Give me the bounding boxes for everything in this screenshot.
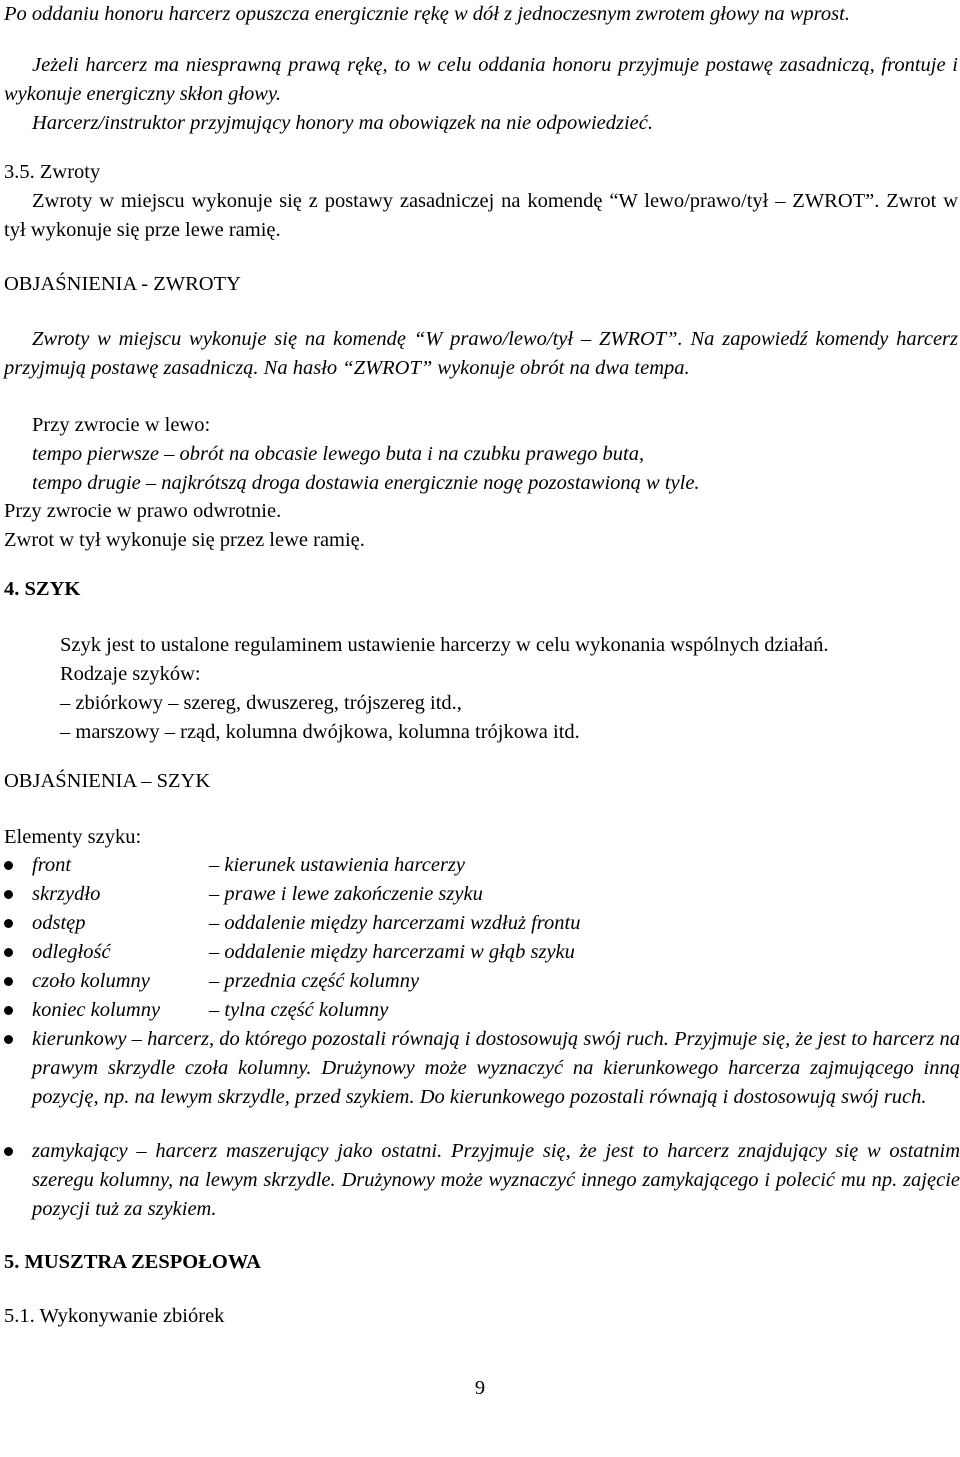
paragraph-honor-response: Harcerz/instruktor przyjmujący honory ma obowiązek na nie odpowiedzieć. <box>32 112 653 134</box>
element-description: – tylna część kolumny <box>209 999 389 1021</box>
list-item <box>4 909 958 938</box>
explanations-heading-formation: OBJAŚNIENIA – SZYK <box>4 770 211 792</box>
element-description: – prawe i lewe zakończenie szyku <box>209 883 483 905</box>
formation-type-march: – marszowy – rząd, kolumna dwójkowa, kolumna trójkowa itd. <box>60 721 580 743</box>
list-item <box>4 851 958 880</box>
element-term: czoło kolumny <box>32 970 150 992</box>
left-turn-tempo-1: tempo pierwsze – obrót na obcasie lewego buta i na czubku prawego buta, <box>32 443 645 465</box>
element-term: odstęp <box>32 912 86 934</box>
formation-definition: Szyk jest to ustalone regulaminem ustawienie harcerzy w celu wykonania wspólnych działań. <box>60 634 829 656</box>
list-item <box>4 1137 958 1224</box>
bullet-icon <box>4 948 13 957</box>
back-turn-note: Zwrot w tył wykonuje się przez lewe ramię. <box>4 529 365 551</box>
paragraph-honor-injured-hand: Jeżeli harcerz ma niesprawną prawą rękę, to w celu oddania honoru przyjmuje postawę zasadniczą, frontuje i wykonuje energiczny skłon głowy. <box>4 54 958 105</box>
element-term: front <box>32 854 72 876</box>
list-item <box>4 967 958 996</box>
element-description: – oddalenie między harcerzami wzdłuż frontu <box>209 912 581 934</box>
explanations-turns-text: Zwroty w miejscu wykonuje się na komendę “W prawo/lewo/tył – ZWROT”. Na zapowiedź komendy harcerz przyjmują postawę zasadniczą. Na hasło “ZWROT” wykonuje obrót na dwa tempa. <box>4 328 958 379</box>
formation-type-assembly: – zbiórkowy – szereg, dwuszereg, trójszereg itd., <box>60 692 462 714</box>
element-term: odległość <box>32 941 111 963</box>
bullet-icon <box>4 1147 13 1156</box>
list-item <box>4 880 958 909</box>
bullet-icon <box>4 977 13 986</box>
bullet-icon <box>4 919 13 928</box>
formation-types-heading: Rodzaje szyków: <box>60 663 201 685</box>
paragraph-honor-release: Po oddaniu honoru harcerz opuszcza energicznie rękę w dół z jednoczesnym zwrotem głowy na wprost. <box>4 3 850 25</box>
page-number: 9 <box>474 1377 486 1399</box>
element-description: – oddalenie między harcerzami w głąb szyku <box>209 941 575 963</box>
right-turn-note: Przy zwrocie w prawo odwrotnie. <box>4 500 282 522</box>
section-heading-5: 5. MUSZTRA ZESPOŁOWA <box>4 1251 261 1273</box>
section-3-5-text: Zwroty w miejscu wykonuje się z postawy zasadniczej na komendę “W lewo/prawo/tył – ZWROT”. Zwrot w tył wykonuje się prze lewe ramię. <box>4 190 958 241</box>
element-kierunkowy-text: kierunkowy – harcerz, do którego pozostali równają i dostosowują swój ruch. Przyjmuje się, że jest to harcerz na prawym skrzydle czoła kolumny. Drużynowy może wyznaczyć na kierunkowego harcerza zajmującego inną pozycję, np. na lewym skrzydle, przed szykiem. Do kierunkowego pozostali równają i dostosowują swój ruch. <box>32 1028 960 1108</box>
list-item <box>4 1025 958 1141</box>
left-turn-heading: Przy zwrocie w lewo: <box>32 414 211 436</box>
element-zamykajacy-text: zamykający – harcerz maszerujący jako ostatni. Przyjmuje się, że jest to harcerz znajdujący się w ostatnim szeregu kolumny, na lewym skrzydle. Drużynowy może wyznaczyć innego zamykającego i polecić mu np. zajęcie pozycji tuż za szykiem. <box>32 1140 960 1220</box>
explanations-heading-turns: OBJAŚNIENIA - ZWROTY <box>4 273 241 295</box>
element-term: koniec kolumny <box>32 999 161 1021</box>
bullet-icon <box>4 861 13 870</box>
bullet-icon <box>4 890 13 899</box>
list-item <box>4 996 958 1025</box>
section-heading-5-1: 5.1. Wykonywanie zbiórek <box>4 1305 225 1327</box>
left-turn-tempo-2: tempo drugie – najkrótszą droga dostawia energicznie nogę pozostawioną w tyle. <box>32 472 700 494</box>
element-description: – przednia część kolumny <box>209 970 420 992</box>
section-heading-4: 4. SZYK <box>4 578 81 600</box>
list-item <box>4 938 958 967</box>
section-heading-3-5: 3.5. Zwroty <box>4 161 101 183</box>
bullet-icon <box>4 1035 13 1044</box>
element-description: – kierunek ustawienia harcerzy <box>209 854 465 876</box>
formation-elements-heading: Elementy szyku: <box>4 826 142 848</box>
element-term: skrzydło <box>32 883 101 905</box>
bullet-icon <box>4 1006 13 1015</box>
